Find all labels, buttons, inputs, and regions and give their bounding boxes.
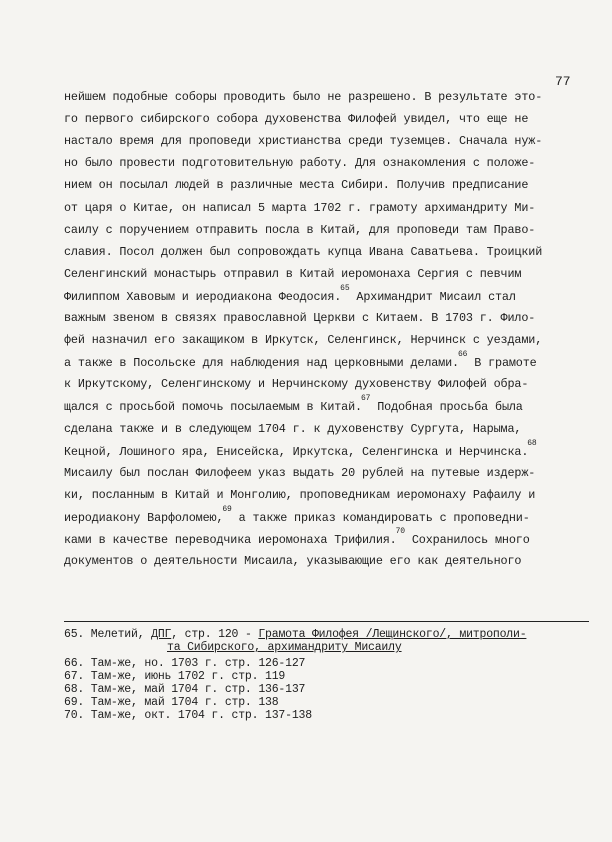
body-line — [64, 504, 530, 525]
body-line-text: документов о деятельности Мисаила, указывающие его как деятельного — [64, 554, 522, 569]
body-line — [64, 283, 516, 304]
footnote-reference: 65 — [340, 283, 350, 293]
body-line-text: настало время для проповеди христианства среди туземцев. Сначала нуж- — [64, 134, 543, 149]
footnote-65-title: Грамота Филофея /Лещинского/, митрополи- — [258, 628, 527, 641]
body-line-text: а также в Посольске для наблюдения над церковными делами. — [64, 356, 459, 371]
body-line-text-after-ref: В грамоте — [467, 356, 537, 371]
body-line-text: фей назначил его закащиком в Иркутск, Селенгинск, Нерчинск с уездами, — [64, 333, 543, 348]
footnote-69: 69. Там-же, май 1704 г. стр. 138 — [64, 696, 279, 709]
body-line — [64, 156, 535, 170]
footnote-66: 66. Там-же, но. 1703 г. стр. 126-127 — [64, 657, 306, 670]
footnote-65-abbr: ДПГ — [151, 628, 172, 641]
body-line — [64, 267, 521, 281]
body-line — [64, 488, 535, 502]
body-line — [64, 134, 542, 148]
body-line-text: Мисаилу был послан Филофеем указ выдать 20 рублей на путевые издерж- — [64, 465, 536, 480]
body-line — [64, 178, 528, 192]
body-line-text: к Иркутскому, Селенгинскому и Нерчинскому духовенству Филофей обра- — [64, 377, 529, 392]
body-line — [64, 223, 535, 237]
page-number: 77 — [555, 74, 571, 89]
footnote-reference: 69 — [222, 504, 232, 514]
footnote-reference: 68 — [527, 438, 537, 448]
body-line-text: славия. Посол должен был сопровождать купца Ивана Саватьева. Троицкий — [64, 244, 543, 259]
footnote-67: 67. Там-же, июнь 1702 г. стр. 119 — [64, 670, 286, 683]
footnote-65-mid: , стр. 120 - — [171, 628, 259, 641]
body-line — [64, 350, 537, 371]
footnote-65-prefix: 65. Мелетий, — [64, 628, 152, 641]
body-line — [64, 554, 521, 568]
footnote-65 — [64, 628, 526, 641]
body-line-text: сделана также и в следующем 1704 г. к духовенству Сургута, Нарыма, — [64, 421, 522, 436]
footnote-reference: 66 — [457, 350, 468, 360]
body-line — [64, 527, 530, 547]
body-line-text: саилу с поручением отправить посла в Китай, для проповеди там Право- — [64, 222, 536, 237]
body-line-text: но было провести подготовительную работу. Для ознакомления с положе- — [64, 156, 536, 171]
body-line — [64, 466, 535, 480]
body-line — [64, 201, 535, 215]
body-line-text: го первого сибирского собора духовенства Филофей увидел, что еще не — [64, 112, 529, 127]
body-line-text: ками в качестве переводчика иеромонаха Трифилия. — [64, 532, 397, 547]
body-line — [64, 245, 542, 259]
body-line — [64, 333, 542, 347]
footnote-68: 68. Там-же, май 1704 г. стр. 136-137 — [64, 683, 306, 696]
footnote-65-continuation: та Сибирского, архимандриту Мисаилу — [167, 641, 402, 654]
body-line-text: нейшем подобные соборы проводить было не разрешено. В результате это- — [64, 90, 543, 104]
body-line-text: ки, посланным в Китай и Монголию, проповедникам иеромонаху Рафаилу и — [64, 487, 536, 502]
body-line — [64, 112, 528, 126]
body-line — [64, 90, 542, 104]
body-line-text: от царя о Китае, он написал 5 марта 1702 г. грамоту архимандриту Ми- — [64, 200, 536, 215]
body-line-text: щался с просьбой помочь посылаемым в Китай. — [64, 400, 362, 415]
body-line — [64, 438, 537, 459]
footnote-reference: 67 — [360, 394, 371, 404]
body-line-text-after-ref: Подобная просьба была — [370, 400, 523, 415]
footnote-reference: 70 — [395, 527, 405, 536]
footnote-70: 70. Там-же, окт. 1704 г. стр. 137-138 — [64, 709, 312, 722]
body-line-text: нием он посылал людей в различные места Сибири. Получив предписание — [64, 178, 529, 193]
body-line — [64, 422, 521, 436]
body-line-text-after-ref: Сохранилось много — [404, 532, 530, 547]
body-line-text: иеродиакону Варфоломею, — [64, 510, 224, 525]
body-line — [64, 394, 523, 415]
footnote-separator — [64, 621, 589, 622]
body-line-text-after-ref: а также приказ командировать с проповедни- — [231, 510, 530, 525]
body-line-text: Селенгинский монастырь отправил в Китай иеромонаха Сергия с певчим — [64, 266, 522, 281]
body-line-text: Кецной, Лошиного яра, Енисейска, Иркутска, Селенгинска и Нерчинска. — [64, 444, 529, 459]
body-line-text: Филиппом Хавовым и иеродиакона Феодосия. — [64, 289, 342, 304]
body-line-text: важным звеном в связях православной Церкви с Китаем. В 1703 г. Фило- — [64, 311, 536, 325]
body-line-text-after-ref: Архимандрит Мисаил стал — [349, 289, 516, 304]
body-line — [64, 377, 528, 391]
body-line — [64, 311, 535, 325]
